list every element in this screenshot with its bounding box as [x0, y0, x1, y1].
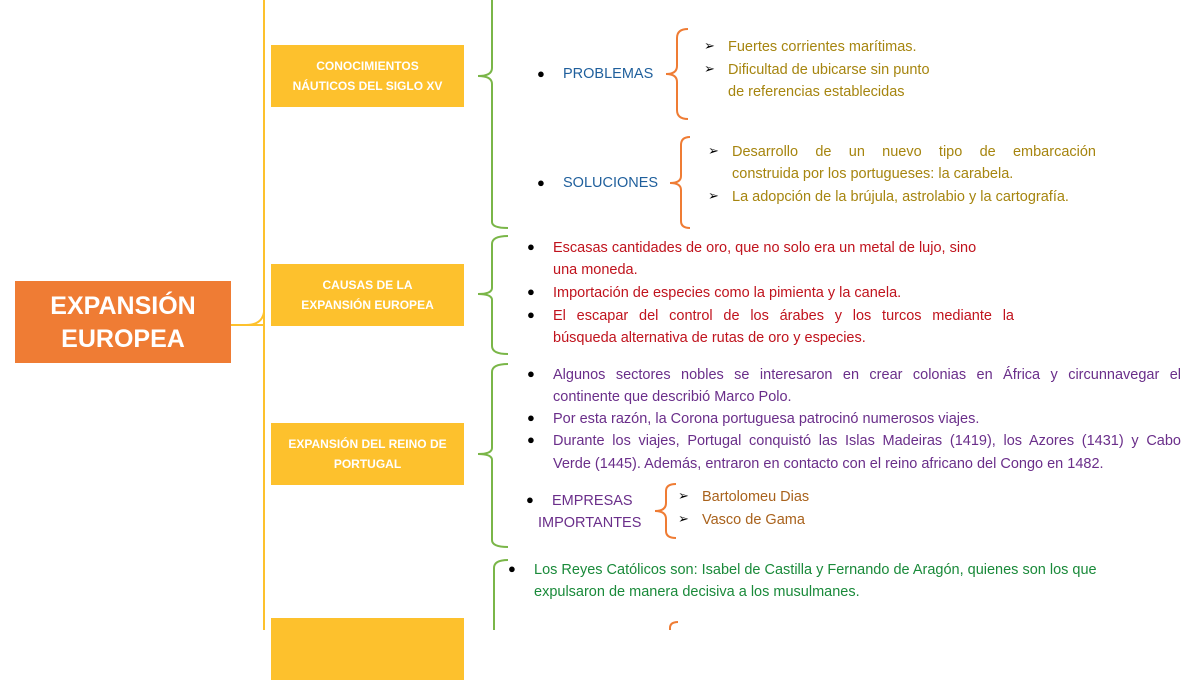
portugal-item: Durante los viajes, Portugal conquistó las Islas Madeiras (1419), los Azores (1431) y Cabo — [553, 433, 1181, 449]
brace-solutions — [670, 137, 690, 228]
brace-spain — [494, 560, 508, 630]
category-box-spain — [271, 618, 464, 680]
solutions-label: SOLUCIONES — [563, 175, 659, 191]
bullet-icon: ● — [527, 239, 535, 254]
bullet-icon: ● — [508, 561, 516, 576]
brace-portugal — [478, 364, 508, 547]
category-label: EXPANSIÓN EUROPEA — [301, 298, 434, 312]
problem-item: Fuertes corrientes marítimas. — [728, 39, 917, 55]
spain-item: Los Reyes Católicos son: Isabel de Castilla y Fernando de Aragón, quienes son los que — [534, 562, 1097, 578]
category-label: CAUSAS DE LA — [322, 278, 413, 292]
portugal-item: Algunos sectores nobles se interesaron en crear colonias en África y circunnavegar el — [553, 367, 1181, 383]
bullet-icon: ● — [527, 284, 535, 299]
category-label: CONOCIMIENTOS — [316, 59, 419, 73]
brace-causes — [478, 236, 508, 354]
problem-item: Dificultad de ubicarse sin punto — [728, 62, 930, 78]
arrow-bullet-icon: ➢ — [678, 511, 689, 526]
arrow-bullet-icon: ➢ — [708, 143, 719, 158]
cause-item: una moneda. — [553, 262, 638, 278]
bullet-icon: ● — [527, 410, 535, 425]
solution-item: La adopción de la brújula, astrolabio y la cartografía. — [732, 189, 1069, 205]
category-box-nautical — [271, 45, 464, 107]
brace-problems — [666, 29, 688, 119]
category-label: EXPANSIÓN DEL REINO DE — [288, 437, 447, 451]
problem-item: de referencias establecidas — [728, 84, 905, 100]
arrow-bullet-icon: ➢ — [678, 488, 689, 503]
category-label: NÁUTICOS DEL SIGLO XV — [292, 79, 443, 93]
category-box-causes — [271, 264, 464, 326]
cause-item: búsqueda alternativa de rutas de oro y especies. — [553, 330, 866, 346]
main-topic-line2: EUROPEA — [61, 325, 185, 353]
main-topic-box — [15, 281, 231, 363]
spain-item: expulsaron de manera decisiva a los musulmanes. — [534, 584, 860, 600]
company-item: Bartolomeu Dias — [702, 489, 810, 505]
main-topic-line1: EXPANSIÓN — [50, 292, 196, 320]
bullet-icon: ● — [527, 432, 535, 447]
portugal-item: Por esta razón, la Corona portuguesa patrocinó numerosos viajes. — [553, 411, 980, 427]
arrow-bullet-icon: ➢ — [708, 188, 719, 203]
bullet-icon: ● — [537, 66, 545, 81]
bullet-icon: ● — [537, 175, 545, 190]
portugal-item: continente que describió Marco Polo. — [553, 389, 792, 405]
brace-companies — [655, 484, 676, 538]
solution-item: Desarrollo de un nuevo tipo de embarcación — [732, 144, 1096, 160]
cause-item: Escasas cantidades de oro, que no solo era un metal de lujo, sino — [553, 240, 977, 256]
company-item: Vasco de Gama — [702, 512, 805, 528]
problems-label: PROBLEMAS — [563, 66, 654, 82]
arrow-bullet-icon: ➢ — [704, 38, 715, 53]
brace-bottom — [670, 622, 678, 630]
portugal-item: Verde (1445). Además, entraron en contacto con el reino africano del Congo en 1482. — [553, 456, 1104, 472]
category-box-portugal — [271, 423, 464, 485]
bullet-icon: ● — [526, 492, 534, 507]
companies-label: EMPRESAS — [552, 493, 633, 509]
cause-item: Importación de especies como la pimienta y la canela. — [553, 285, 902, 301]
companies-label: IMPORTANTES — [538, 515, 642, 531]
cause-item: El escapar del control de los árabes y los turcos mediante la — [553, 308, 1014, 324]
solution-item: construida por los portugueses: la carabela. — [732, 166, 1014, 182]
bullet-icon: ● — [527, 307, 535, 322]
brace-nautical — [478, 0, 508, 228]
arrow-bullet-icon: ➢ — [704, 61, 715, 76]
category-label: PORTUGAL — [333, 457, 402, 471]
bullet-icon: ● — [527, 366, 535, 381]
